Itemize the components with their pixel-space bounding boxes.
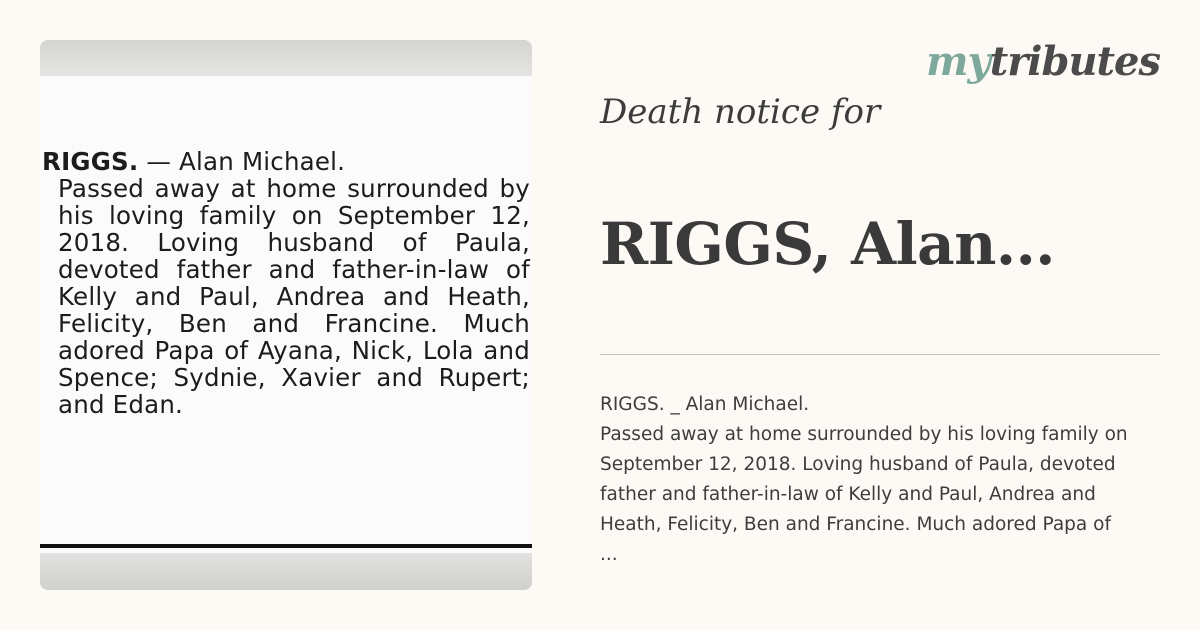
excerpt-ellipsis: ... (600, 544, 618, 565)
notice-clipping-image (40, 40, 532, 590)
notice-excerpt (600, 390, 1190, 570)
deceased-name-title: RIGGS, Alan... (600, 210, 1055, 278)
clipping-rule (40, 544, 532, 548)
clipping-bottom-band (40, 553, 532, 590)
logo-tributes: tributes (989, 38, 1160, 85)
mytributes-logo[interactable] (926, 38, 1160, 85)
death-notice-heading: Death notice for (600, 92, 881, 132)
logo-my: my (926, 38, 990, 85)
excerpt-line: Heath, Felicity, Ben and Francine. Much adored Papa of (600, 514, 1111, 535)
clipping-dash: — (138, 147, 180, 176)
clipping-body: Passed away at home surrounded by his loving family on September 12, 2018. Loving husband of Paula, devoted father and father-in-law of Kelly and Paul, Andrea and Heath, Felicity, Ben and Francine. Much adored Papa of Ayana, Nick, Lola and Spence; Sydnie, Xavier and Rupert; and Edan. (58, 174, 530, 419)
excerpt-line: September 12, 2018. Loving husband of Paula, devoted (600, 454, 1116, 475)
excerpt-line: father and father-in-law of Kelly and Paul, Andrea and (600, 484, 1096, 505)
clipping-given-names: Alan Michael. (179, 147, 346, 176)
clipping-top-band (40, 40, 532, 76)
clipping-text (42, 148, 530, 418)
excerpt-line: Passed away at home surrounded by his loving family on (600, 424, 1128, 445)
clipping-surname: RIGGS. (42, 147, 139, 176)
excerpt-line: RIGGS. _ Alan Michael. (600, 394, 810, 415)
divider (600, 354, 1160, 355)
clipping-heading (42, 148, 530, 175)
